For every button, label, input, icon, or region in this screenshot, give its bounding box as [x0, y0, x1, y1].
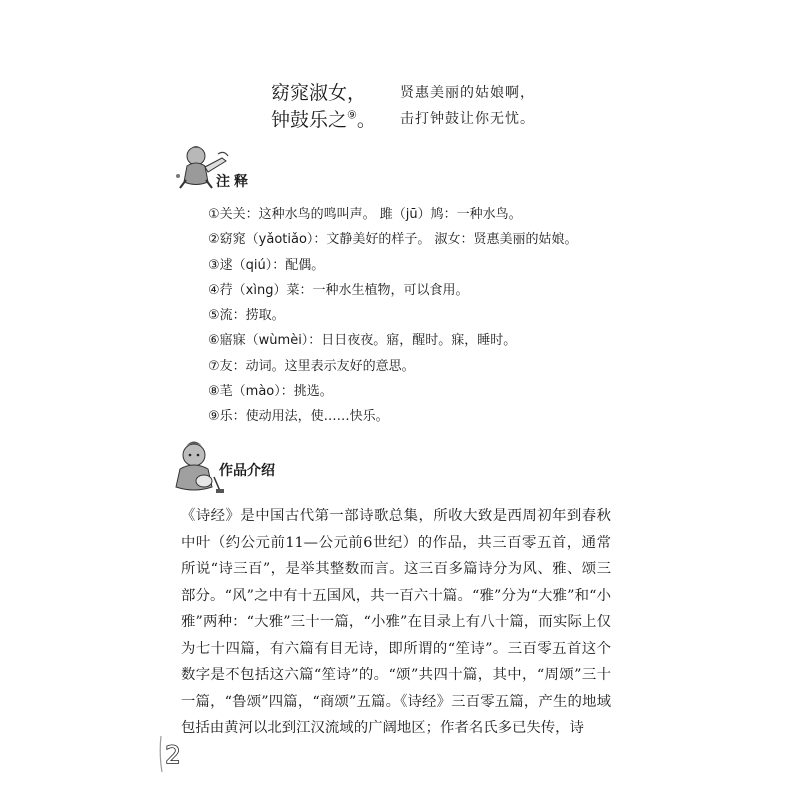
verse-line-2-text: 钟鼓乐之 [271, 109, 348, 131]
intro-heading: 作品介绍 [219, 463, 275, 479]
note-item: ⑤流：捞取。 [208, 308, 285, 324]
verse-line-2-original [271, 105, 376, 132]
verse-line-2-translation: 击打钟鼓让你无忧。 [400, 111, 535, 127]
note-item: ⑥寤寐（wùmèi）：日日夜夜。寤，醒时。寐，睡时。 [208, 333, 517, 349]
page-number-text: 2 [165, 741, 181, 769]
note-item: ④荇（xìng）菜：一种水生植物，可以食用。 [208, 282, 469, 298]
note-item: ②窈窕（yǎotiǎo）：文静美好的样子。 淑女：贤惠美丽的姑娘。 [208, 232, 578, 248]
note-item: ⑧芼（mào）：挑选。 [208, 384, 333, 400]
note-item: ⑨乐：使动用法，使……快乐。 [208, 409, 389, 425]
footnote-marker: ⑨ [347, 108, 357, 122]
verse-line-1-original: 窈窕淑女， [271, 82, 367, 104]
notes-heading: 注释 [216, 174, 252, 190]
verse-line-1-translation: 贤惠美丽的姑娘啊， [400, 85, 535, 101]
note-item: ③逑（qiú）：配偶。 [208, 257, 325, 273]
note-item: ①关关：这种水鸟的鸣叫声。 雎（jū）鸠：一种水鸟。 [208, 207, 522, 222]
verse-line-2-end: 。 [356, 109, 376, 131]
note-item: ⑦友：动词。这里表示友好的意思。 [208, 358, 415, 374]
notes-list [208, 202, 578, 430]
page-number [159, 734, 187, 774]
intro-paragraph: 《诗经》是中国古代第一部诗歌总集，所收大致是西周初年到春秋中叶（约公元前11—公元前6世纪）的作品，共三百零五首，通常所说“诗三百”，是举其整数而言。这三百多篇诗分为风、雅、颂三部分。“风”之中有十五国风，共一百六十篇。“雅”分为“大雅”和“小雅”两种：“大雅”三十一篇，“小雅”在目录上有八十篇，而实际上仅为七十四篇，有六篇有目无诗，即所谓的“笙诗”。三百零五首这个数字是不包括这六篇“笙诗”的。“颂”共四十篇，其中，“周颂”三十一篇，“鲁颂”四篇，“商颂”五篇。《诗经》三百零五篇，产生的地域包括由黄河以北到江汉流域的广阔地区；作者名氏多已失传，诗 [181, 508, 611, 736]
